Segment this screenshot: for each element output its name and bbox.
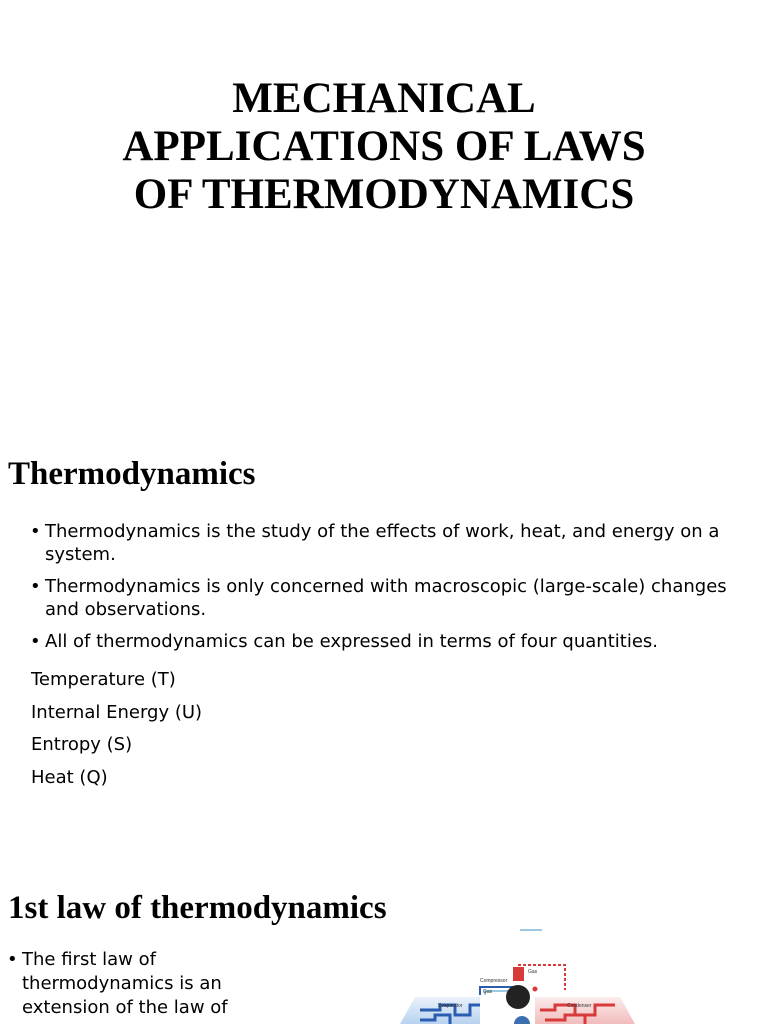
hot-pipe xyxy=(518,965,565,990)
compressor-label: Compressor xyxy=(480,978,508,984)
bullet-list xyxy=(7,948,247,1029)
droplet-icon xyxy=(533,987,538,992)
quantity-item: Internal Energy (U) xyxy=(31,701,203,723)
quantity-list xyxy=(31,664,202,794)
title-line: OF THERMODYNAMICS xyxy=(133,171,635,218)
title-line: APPLICATIONS OF LAWS xyxy=(122,123,646,170)
quantity-item: Heat (Q) xyxy=(31,766,108,788)
quantity-item: Entropy (S) xyxy=(31,734,133,755)
bullet-item: • All of thermodynamics can be expressed in terms of four quantities. xyxy=(30,630,730,653)
heat-pump-diagram xyxy=(330,925,660,1024)
bullet-list xyxy=(30,520,730,662)
quantity-item: Temperature (T) xyxy=(31,669,176,690)
compressor-icon xyxy=(506,985,530,1009)
gas-label: Gas xyxy=(483,989,493,995)
condenser-label: Condenser xyxy=(567,1003,592,1009)
bullet-item: • The first law of thermodynamics is an extension of the law of xyxy=(7,948,247,1020)
gas-label: Gas xyxy=(528,969,538,975)
bullet-item: • Thermodynamics is the study of the effects of work, heat, and energy on a system. xyxy=(30,520,730,566)
bullet-item: • Thermodynamics is only concerned with macroscopic (large-scale) changes and observations. xyxy=(30,575,730,621)
pump-icon xyxy=(514,1016,530,1024)
slide-title xyxy=(0,75,768,219)
section-heading: 1st law of thermodynamics xyxy=(8,890,387,926)
section-heading: Thermodynamics xyxy=(8,456,256,492)
compressor-top xyxy=(513,967,524,981)
evaporator-label: Evaporator xyxy=(438,1003,463,1009)
title-line: MECHANICAL xyxy=(232,75,536,122)
